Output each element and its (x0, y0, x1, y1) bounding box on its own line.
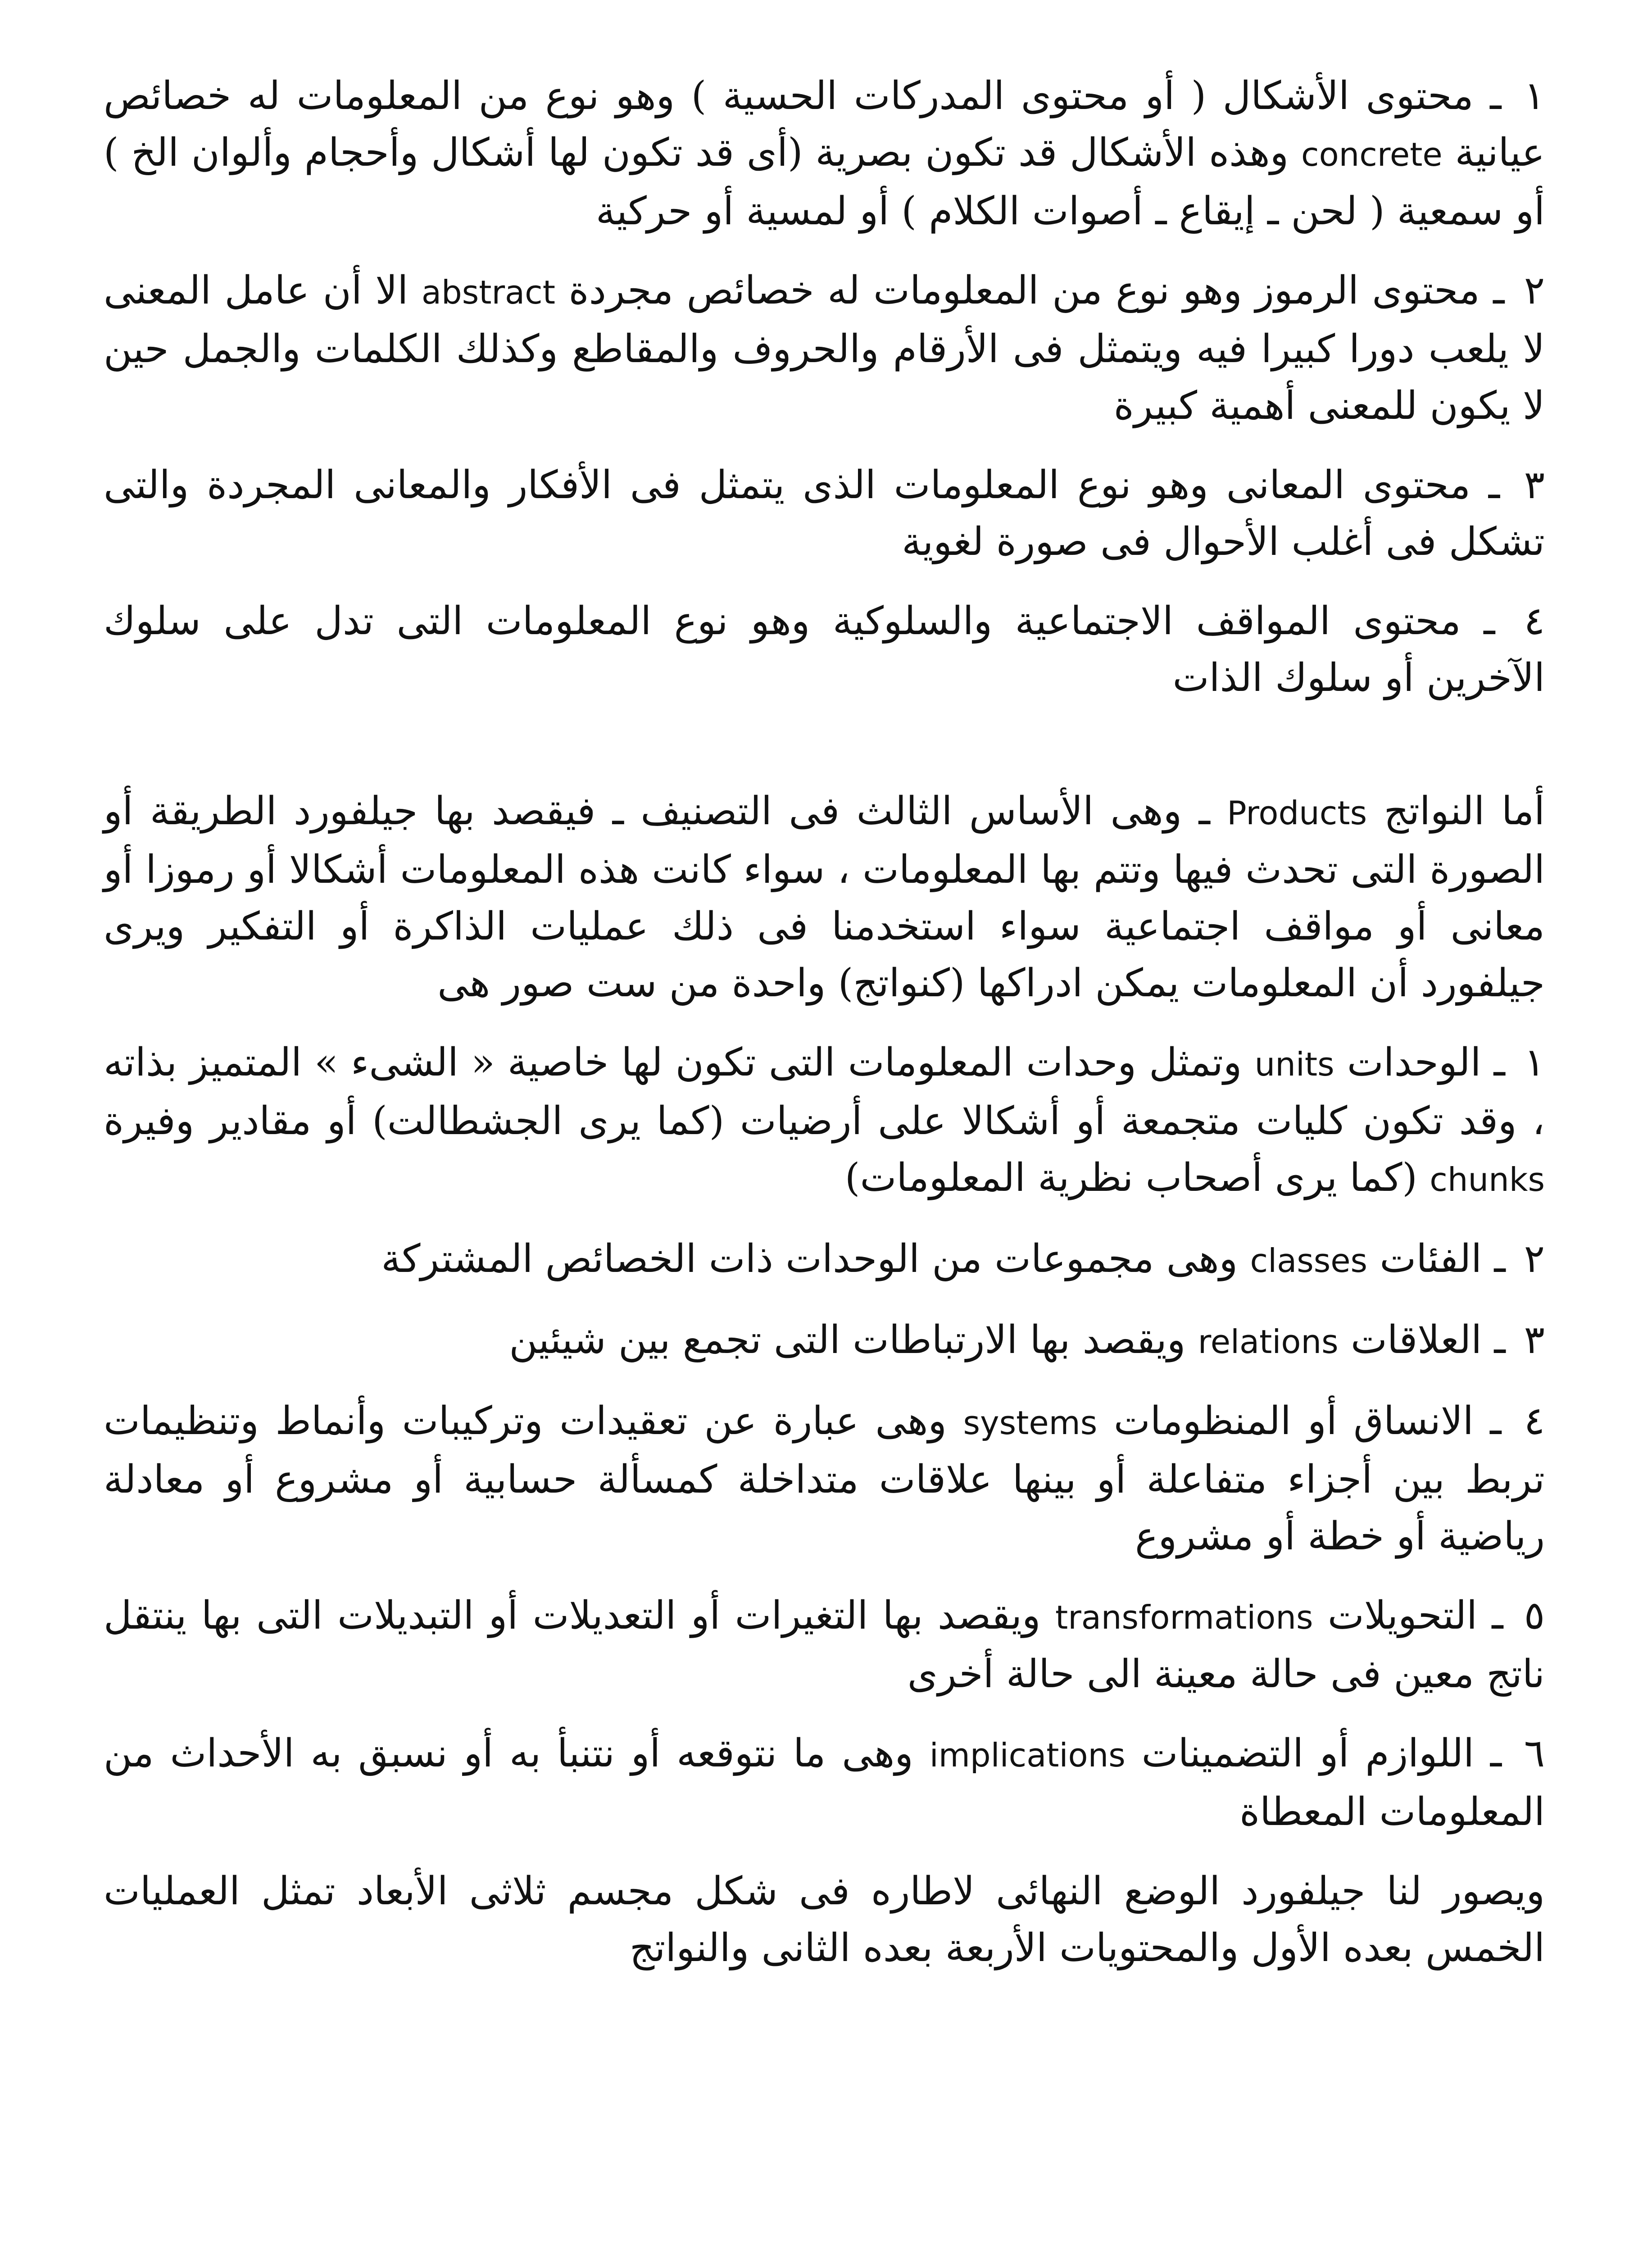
item-number: ٦ (1524, 1731, 1545, 1776)
product-text: وهى عبارة عن تعقيدات وتركيبات وأنماط وتنظيمات تربط بين أجزاء متفاعلة أو بينها علاقات متداخلة كمسألة حسابية أو مشروع أو معادلة رياضية أو خطة أو مشروع (104, 1398, 1545, 1559)
item-text: ـ محتوى المواقف الاجتماعية والسلوكية وهو نوع المعلومات التى تدل على سلوك الآخرين أو سلوك الذات (104, 599, 1545, 700)
product-label: ـ الانساق أو المنظومات (1113, 1398, 1502, 1444)
item-number: ٢ (1524, 268, 1545, 313)
item-number: ٢ (1524, 1236, 1545, 1281)
content-item-figural (104, 68, 1545, 240)
item-number: ١ (1524, 1040, 1545, 1085)
product-item-systems (104, 1393, 1545, 1565)
english-term: units (1254, 1045, 1334, 1083)
item-number: ٤ (1524, 599, 1545, 644)
english-term: abstract (421, 273, 555, 311)
product-label: ـ اللوازم أو التضمينات (1141, 1731, 1502, 1776)
item-text-continued: وهذه الأشكال قد تكون بصرية (أى قد تكون لها أشكال وأحجام وألوان الخ ) أو سمعية ( لحن ـ إيقاع ـ أصوات الكلام ) أو لمسية أو حركية (104, 130, 1545, 234)
item-number: ٣ (1524, 463, 1545, 508)
product-label: ـ الوحدات (1347, 1040, 1505, 1085)
item-text: ـ محتوى المعانى وهو نوع المعلومات الذى يتمثل فى الأفكار والمعانى المجردة والتى تشكل فى أغلب الأحوال فى صورة لغوية (104, 463, 1545, 564)
content-item-semantic (104, 457, 1545, 570)
english-term: chunks (1430, 1161, 1545, 1199)
english-term: systems (963, 1404, 1098, 1442)
product-text: ويقصد بها الارتباطات التى تجمع بين شيئين (509, 1317, 1186, 1362)
item-text-continued: الا أن عامل المعنى لا يلعب دورا كبيرا فيه ويتمثل فى الأرقام والحروف والمقاطع وكذلك الكلمات والجمل حين لا يكون للمعنى أهمية كبيرة (104, 268, 1545, 428)
item-number: ٥ (1524, 1593, 1545, 1638)
product-text-continued: (كما يرى أصحاب نظرية المعلومات) (844, 1155, 1417, 1200)
product-text: وهى مجموعات من الوحدات ذات الخصائص المشتركة (381, 1236, 1238, 1281)
english-term: transformations (1055, 1598, 1313, 1636)
content-item-symbolic (104, 262, 1545, 434)
item-text: ـ محتوى الأشكال ( أو محتوى المدركات الحسية ) وهو نوع من المعلومات له خصائص عيانية (104, 73, 1545, 175)
product-label: ـ الفئات (1380, 1236, 1506, 1281)
product-text: ويقصد بها التغيرات أو التعديلات أو التبديلات التى بها ينتقل ناتج معين فى حالة معينة الى حالة أخرى (104, 1593, 1545, 1697)
english-term: concrete (1301, 136, 1443, 173)
product-item-implications (104, 1725, 1545, 1840)
english-term: Products (1227, 794, 1367, 832)
document-page (104, 68, 1545, 2252)
item-text: ـ محتوى الرموز وهو نوع من المعلومات له خصائص مجردة (568, 268, 1505, 313)
item-number: ٣ (1524, 1317, 1545, 1362)
product-label: ـ العلاقات (1350, 1317, 1506, 1362)
products-lead: أما النواتج (1384, 789, 1545, 834)
english-term: relations (1198, 1323, 1339, 1361)
products-intro-text: ـ وهى الأساس الثالث فى التصنيف ـ فيقصد بها جيلفورد الطريقة أو الصورة التى تحدث فيها وتتم بها المعلومات ، سواء كانت هذه المعلومات أشكالا أو رموزا أو معانى أو مواقف اجتماعية سواء استخدمنا فى ذلك عمليات الذاكرة أو التفكير ويرى جيلفورد أن المعلومات يمكن ادراكها (كنواتج) واحدة من ست صور هى (104, 789, 1545, 1006)
product-label: ـ التحويلات (1327, 1593, 1503, 1638)
product-text: وهى ما نتوقعه أو نتنبأ به أو نسبق به الأحداث من المعلومات المعطاة (104, 1731, 1545, 1834)
english-term: classes (1250, 1242, 1368, 1280)
item-number: ١ (1524, 73, 1545, 118)
product-item-transformations (104, 1587, 1545, 1703)
product-item-relations (104, 1312, 1545, 1370)
closing-paragraph: ويصور لنا جيلفورد الوضع النهائى لاطاره فى شكل مجسم ثلاثى الأبعاد تمثل العمليات الخمس بعده الأول والمحتويات الأربعة بعده الثانى والنواتج (104, 1869, 1545, 1970)
content-item-behavioral (104, 593, 1545, 706)
product-text: وتمثل وحدات المعلومات التى تكون لها خاصية « الشىء » المتميز بذاته ، وقد تكون كليات متجمعة أو أشكالا على أرضيات (كما يرى الجشطالت) أو مقادير وفيرة (104, 1040, 1545, 1144)
products-intro-paragraph (104, 783, 1545, 1012)
item-number: ٤ (1524, 1398, 1545, 1444)
product-item-classes (104, 1230, 1545, 1289)
product-item-units (104, 1034, 1545, 1208)
english-term: implications (929, 1736, 1126, 1774)
